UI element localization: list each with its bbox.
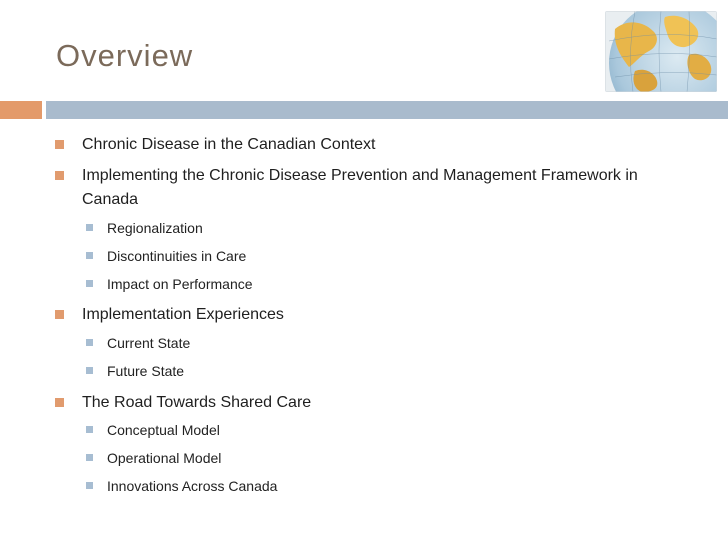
square-bullet-icon — [55, 398, 64, 407]
square-bullet-icon — [55, 140, 64, 149]
small-square-bullet-icon — [86, 482, 93, 489]
small-square-bullet-icon — [86, 454, 93, 461]
list-item-label: Operational Model — [107, 450, 222, 466]
small-square-bullet-icon — [86, 252, 93, 259]
small-square-bullet-icon — [86, 339, 93, 346]
small-square-bullet-icon — [86, 426, 93, 433]
title-divider-bar — [46, 101, 728, 119]
list-item-label: Innovations Across Canada — [107, 478, 278, 494]
globe-image-icon — [605, 11, 717, 92]
list-item-label: The Road Towards Shared Care — [82, 394, 312, 411]
list-item-label: Impact on Performance — [107, 276, 253, 292]
title-accent-bar — [0, 101, 42, 119]
list-item-label: Implementing the Chronic Disease Prevention and Management Framework in Canada — [82, 167, 638, 208]
small-square-bullet-icon — [86, 367, 93, 374]
slide-title: Overview — [56, 38, 194, 73]
list-item-label: Regionalization — [107, 220, 203, 236]
small-square-bullet-icon — [86, 280, 93, 287]
list-item-label: Implementation Experiences — [82, 306, 284, 323]
square-bullet-icon — [55, 310, 64, 319]
list-item-label: Conceptual Model — [107, 422, 220, 438]
list-item-label: Future State — [107, 363, 185, 379]
list-item-label: Chronic Disease in the Canadian Context — [82, 136, 376, 153]
small-square-bullet-icon — [86, 224, 93, 231]
list-item-label: Current State — [107, 335, 191, 351]
list-item-label: Discontinuities in Care — [107, 248, 247, 264]
square-bullet-icon — [55, 171, 64, 180]
